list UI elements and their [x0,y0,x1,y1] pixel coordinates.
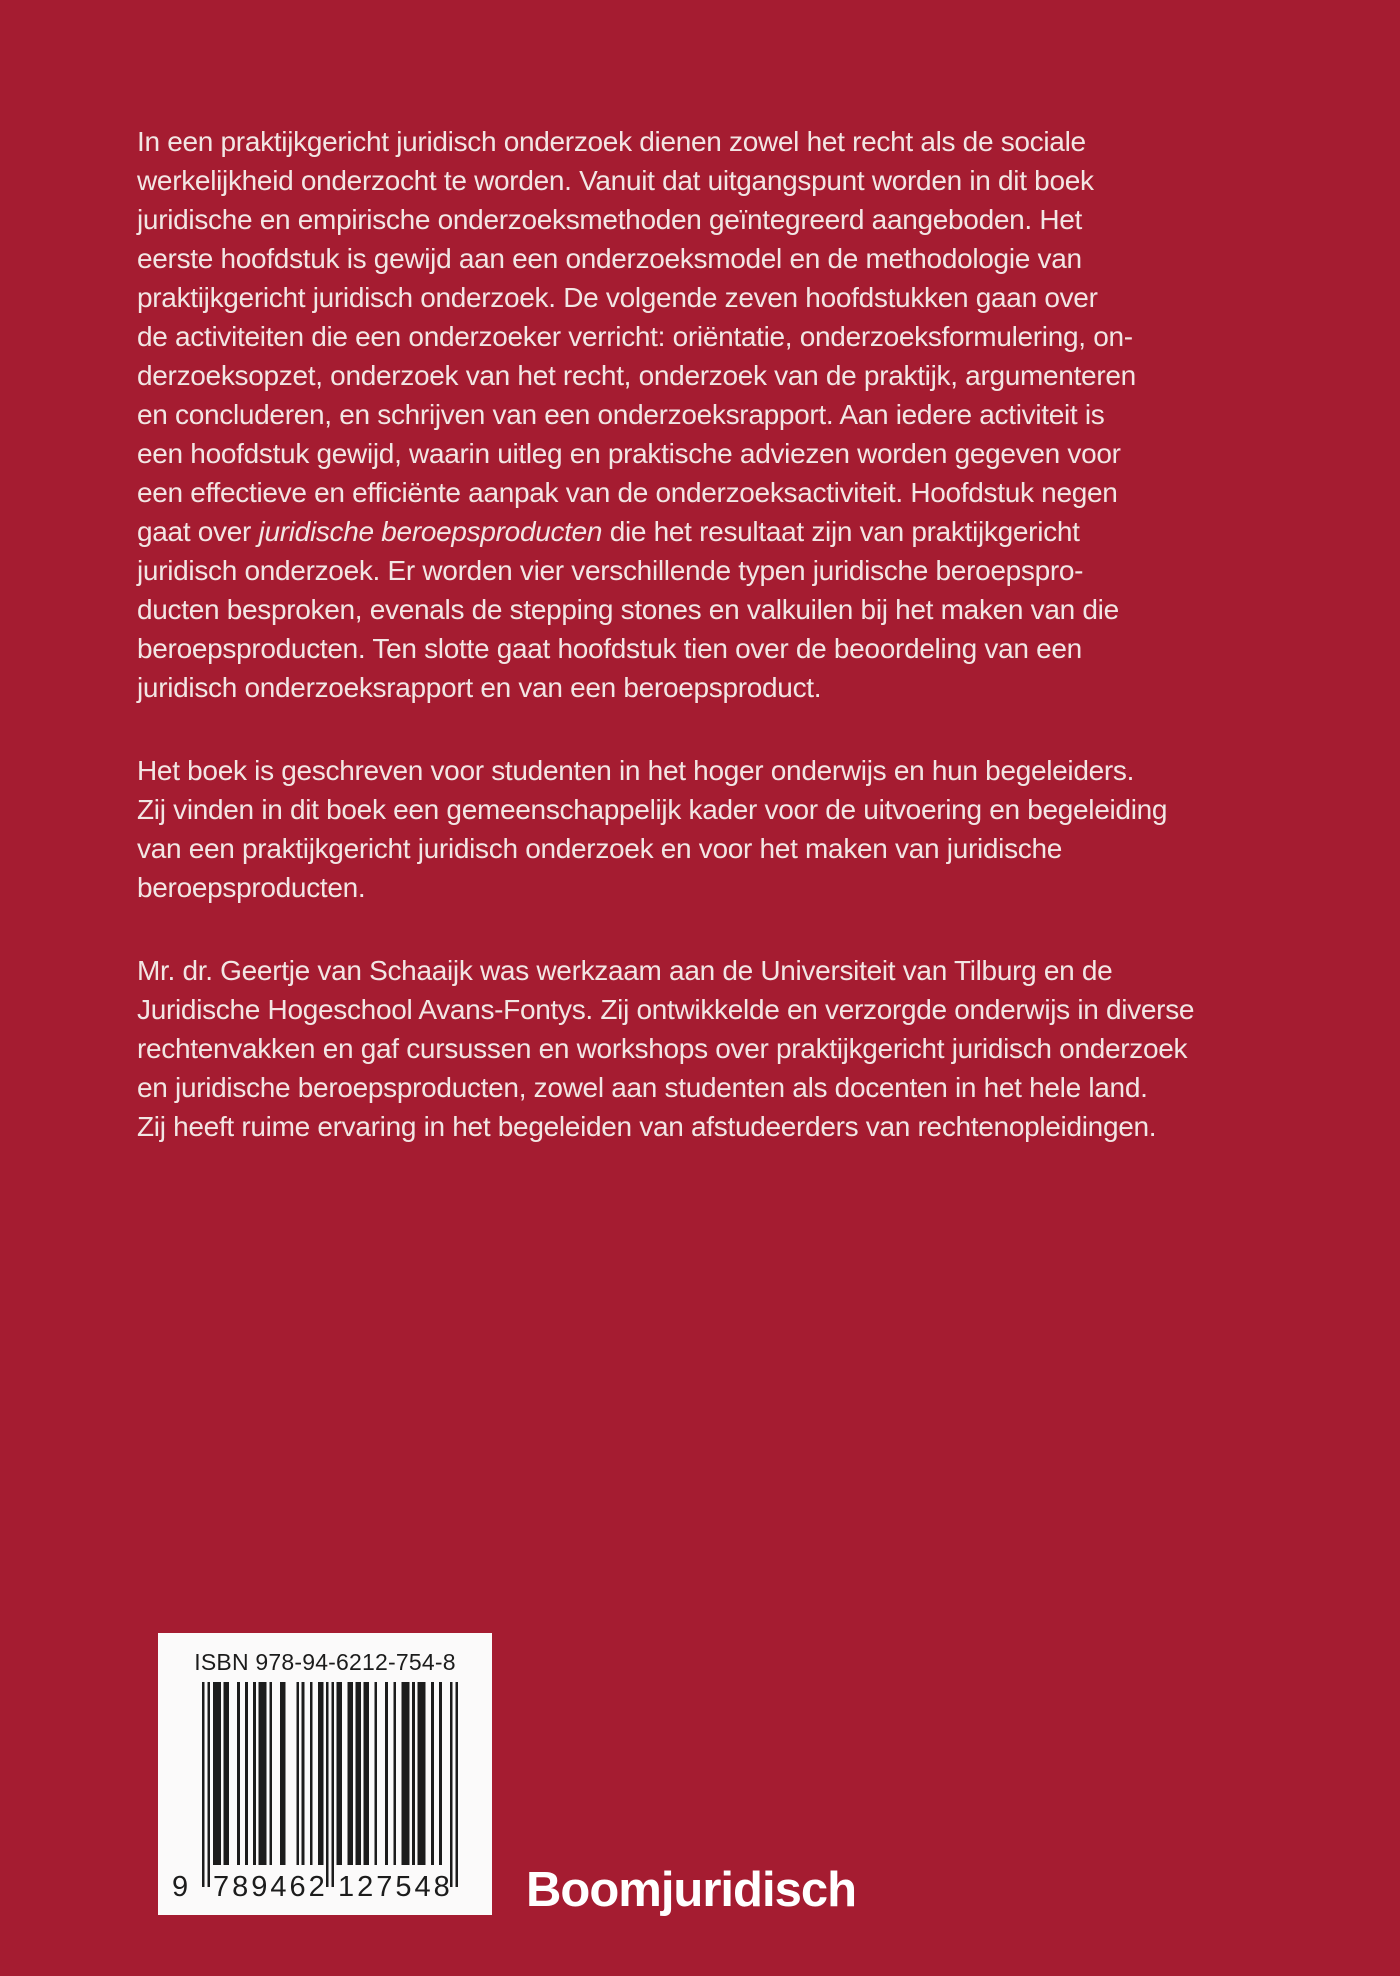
isbn-number-label: ISBN 978-94-6212-754-8 [194,1649,456,1675]
text-line: juridisch onderzoeksrapport en van een beroepsproduct. [137,672,822,703]
text-line: beroepsproducten. [137,872,366,903]
text-line [137,512,1194,551]
text-line: en juridische beroepsproducten, zowel aan studenten als docenten in het hele land. [137,1072,1148,1103]
text-line: van een praktijkgericht juridisch onderzoek en voor het maken van juridische [137,833,1063,864]
text-line: Mr. dr. Geertje van Schaaijk was werkzaam aan de Universiteit van Tilburg en de [137,955,1113,986]
text-line: derzoeksopzet, onderzoek van het recht, onderzoek van de praktijk, argumenteren [137,360,1136,391]
text-line: In een praktijkgericht juridisch onderzoek dienen zowel het recht als de sociale [137,126,1086,157]
summary-paragraph [137,122,1194,707]
text-line: praktijkgericht juridisch onderzoek. De volgende zeven hoofdstukken gaan over [137,282,1098,313]
text-line: en concluderen, en schrijven van een onderzoeksrapport. Aan iedere activiteit is [137,399,1105,430]
text-line: juridische en empirische onderzoeksmethoden geïntegreerd aangeboden. Het [137,204,1083,235]
italic-phrase: juridische beroepsproducten [258,516,603,547]
text-line: rechtenvakken en gaf cursussen en workshops over praktijkgericht juridisch onderzoek [137,1033,1188,1064]
audience-paragraph [137,751,1194,907]
publisher-wordmark: Boomjuridisch [526,1863,857,1917]
barcode-digit-group2: 127548 [338,1871,453,1903]
text-line: een effectieve en efficiënte aanpak van de onderzoeksactiviteit. Hoofdstuk negen [137,477,1118,508]
author-bio-paragraph [137,951,1194,1146]
text-line: beroepsproducten. Ten slotte gaat hoofdstuk tien over de beoordeling van een [137,633,1082,664]
text-line: een hoofdstuk gewijd, waarin uitleg en praktische adviezen worden gegeven voor [137,438,1121,469]
text-line: juridisch onderzoek. Er worden vier verschillende typen juridische beroepspro- [137,555,1084,586]
barcode-digit-group1: 789462 [213,1871,328,1903]
ean13-barcode [202,1682,458,1887]
text-line: Zij heeft ruime ervaring in het begeleiden van afstudeerders van rechtenopleidingen. [137,1111,1157,1142]
text-line: Het boek is geschreven voor studenten in het hoger onderwijs en hun begeleiders. [137,755,1135,786]
text-segment: gaat over [137,516,259,547]
text-line: Zij vinden in dit boek een gemeenschappelijk kader voor de uitvoering en begeleiding [137,794,1168,825]
text-line: ducten besproken, evenals de stepping stones en valkuilen bij het maken van die [137,594,1119,625]
barcode-digit-first: 9 [172,1871,189,1903]
text-line: de activiteiten die een onderzoeker verricht: oriëntatie, onderzoeksformulering, on- [137,321,1133,352]
back-cover-text [137,122,1194,1190]
text-line: Juridische Hogeschool Avans-Fontys. Zij ontwikkelde en verzorgde onderwijs in diverse [137,994,1195,1025]
text-line: eerste hoofdstuk is gewijd aan een onderzoeksmodel en de methodologie van [137,243,1082,274]
text-segment: die het resultaat zijn van praktijkgericht [602,516,1080,547]
text-line: werkelijkheid onderzocht te worden. Vanuit dat uitgangspunt worden in dit boek [137,165,1094,196]
